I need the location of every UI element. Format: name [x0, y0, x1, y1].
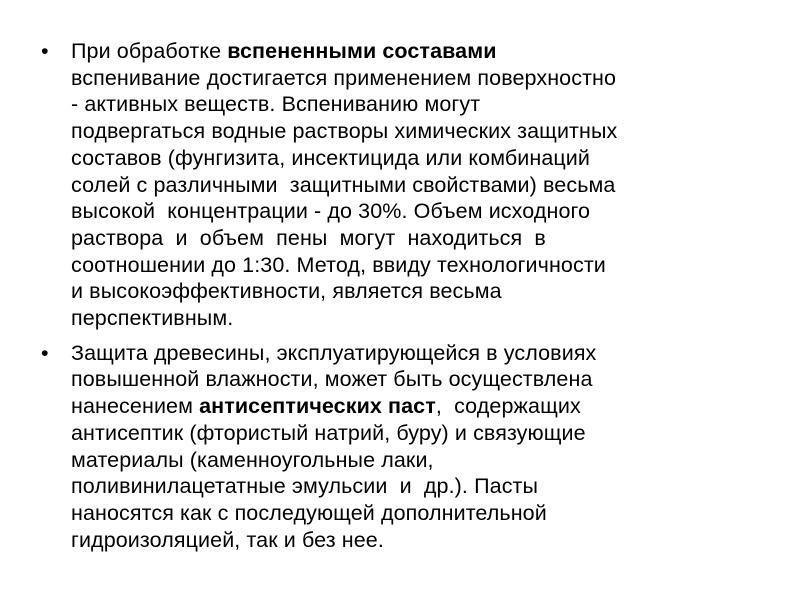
text-line: раствора и объем пены могут находиться в: [71, 225, 546, 250]
bullet-item-antiseptic-pastes: [0, 340, 800, 554]
bullet-marker: •: [41, 39, 49, 63]
text-line: Защита древесины, эксплуатирующейся в условиях: [71, 340, 597, 365]
text-line: высокой концентрации - до 30%. Объем исходного: [71, 199, 591, 224]
text-line: соотношении до 1:30. Метод, ввиду технологичности: [71, 252, 606, 277]
bullet-list: [0, 38, 800, 553]
text-line: подвергаться водные растворы химических защитных: [71, 119, 618, 144]
text-line: вспенивание достигается применением поверхностно: [71, 65, 617, 90]
text-line: нанесением антисептических паст, содержащих: [71, 394, 581, 419]
bullet-item-foam-compositions: [0, 38, 800, 332]
text-line: - активных веществ. Вспениванию могут: [71, 92, 481, 117]
bullet-marker: •: [41, 340, 49, 365]
text-line: поливинилацетатные эмульсии и др.). Пасты: [71, 474, 539, 499]
text-line: материалы (каменноугольные лаки,: [71, 447, 434, 472]
text-line: гидроизоляцией, так и без нее.: [71, 527, 384, 552]
bullet-text: [71, 38, 752, 332]
text-line: антисептик (фтористый натрий, буру) и связующие: [71, 420, 586, 445]
text-line: перспективным.: [71, 306, 234, 331]
text-line: солей с различными защитными свойствами) весьма: [71, 172, 616, 197]
text-line: составов (фунгизита, инсектицида или комбинаций: [71, 145, 591, 170]
emphasized-term: вспененными составами: [227, 39, 497, 63]
text-line: наносятся как с последующей дополнительной: [71, 500, 547, 525]
text-line: и высокоэффективности, является весьма: [71, 279, 502, 304]
text-line: При обработке вспененными составами: [71, 39, 497, 63]
emphasized-term: антисептических паст: [199, 394, 436, 419]
bullet-text: [71, 340, 752, 554]
text-line: повышенной влажности, может быть осуществлена: [71, 367, 593, 392]
